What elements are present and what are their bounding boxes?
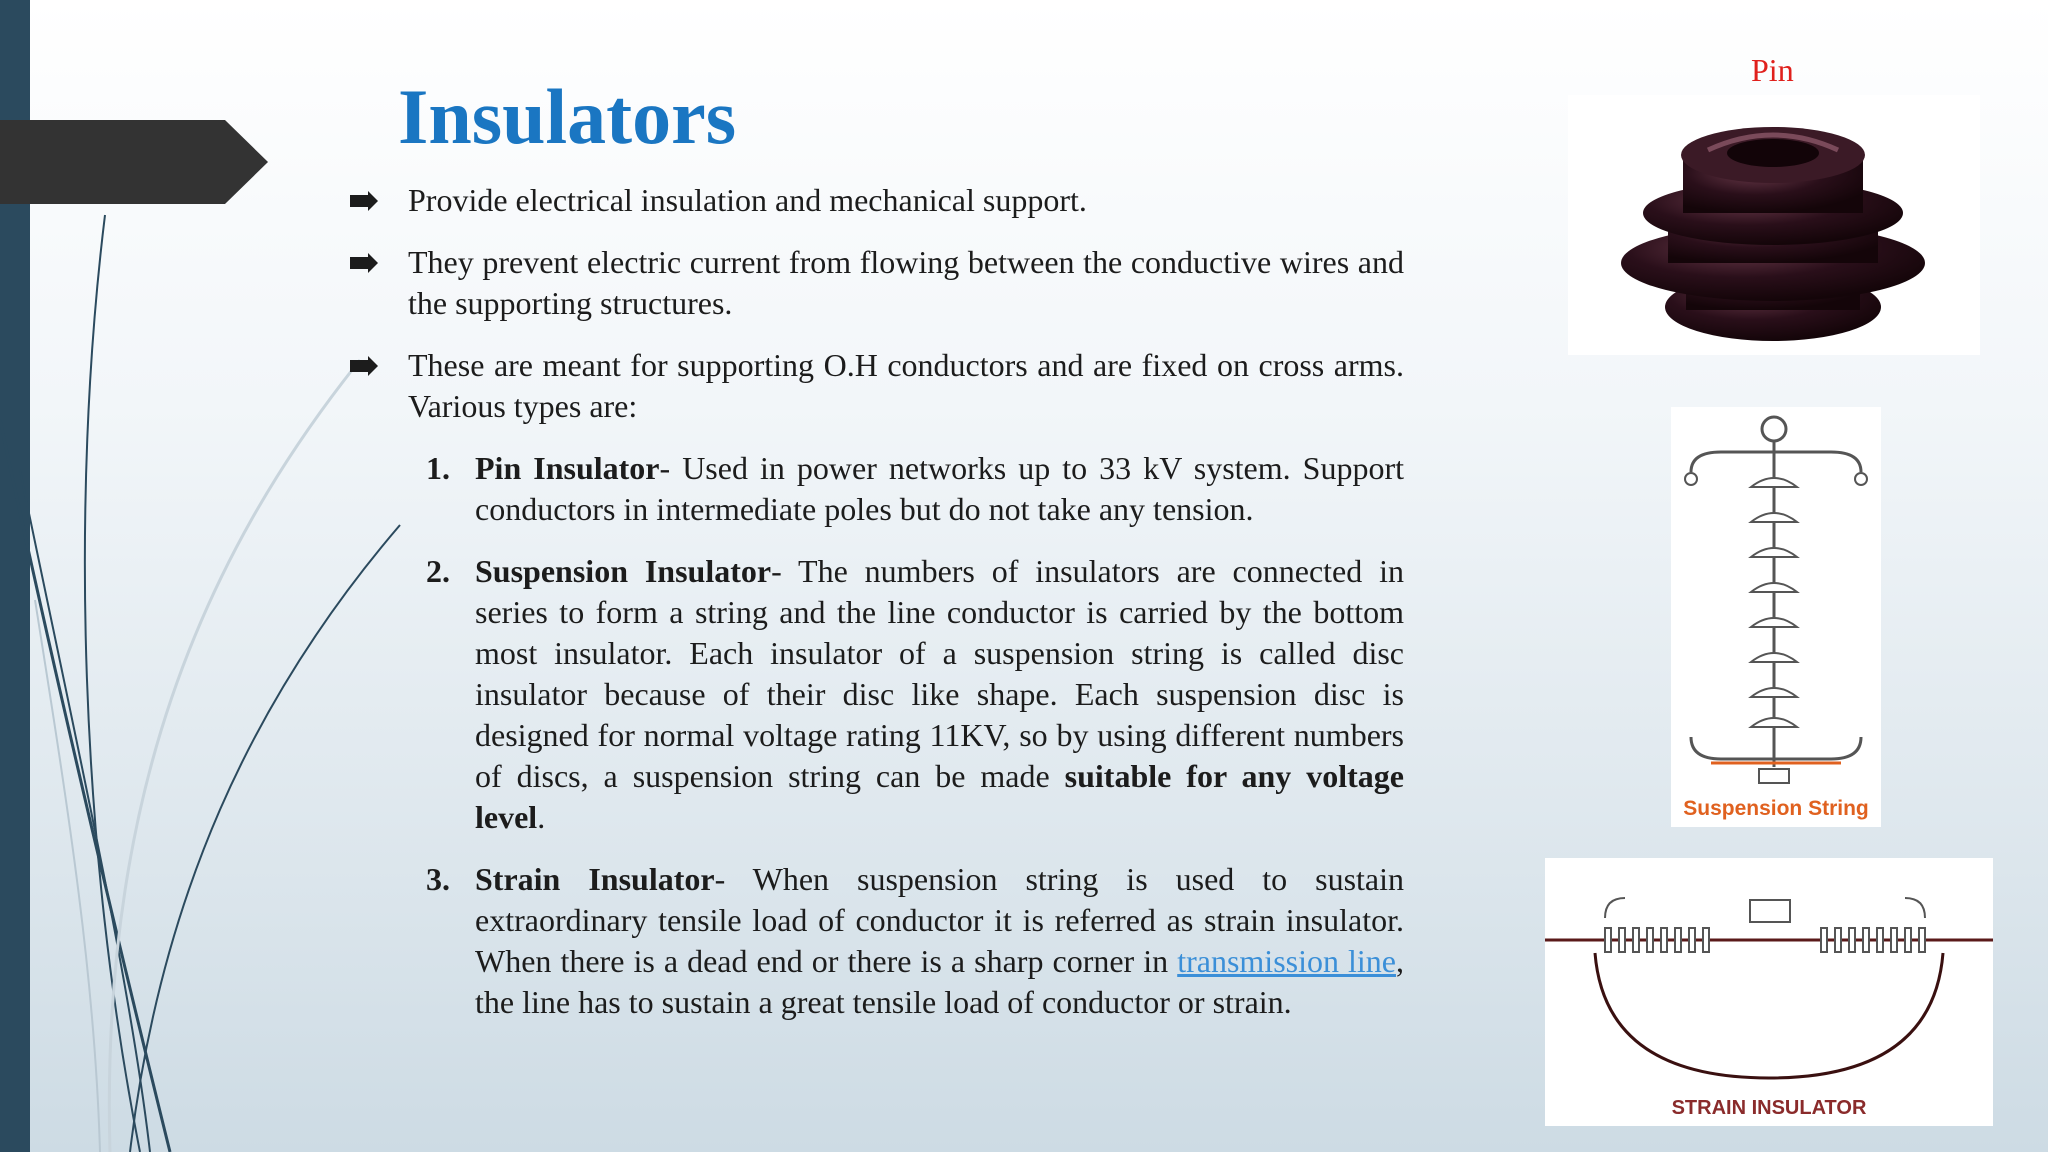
term-description: - When suspension string is used to sustain extraordinary tensile load of conductor it is referred as strain insulator. When there is a dead end or there is a sharp corner in: [475, 861, 1405, 979]
bullet-item: [350, 242, 1404, 324]
suspension-string-caption: Suspension String: [1683, 797, 1869, 820]
list-number: 3.: [426, 861, 450, 897]
bullet-text: They prevent electric current from flowing between the conductive wires and the supporting structures.: [408, 244, 1404, 321]
arrow-bullet-icon: [350, 356, 380, 376]
transmission-line-link[interactable]: transmission line: [1177, 943, 1397, 979]
term-name: Pin Insulator: [475, 450, 660, 486]
slide-body: [350, 180, 1404, 1044]
pin-image-label: Pin: [1751, 52, 1794, 88]
list-item-suspension-insulator: [350, 551, 1404, 838]
arrow-bullet-icon: [350, 191, 380, 211]
suspension-string-illustration: [1671, 407, 1881, 787]
pin-insulator-illustration: [1568, 95, 1980, 355]
term-name: Suspension Insulator: [475, 553, 772, 589]
list-number: 1.: [426, 450, 450, 486]
list-item-strain-insulator: [350, 859, 1404, 1023]
slide-title: Insulators: [398, 73, 737, 160]
bullet-item: [350, 345, 1404, 427]
emphasis-text: suitable for any voltage level: [475, 758, 1405, 835]
arrow-bullet-icon: [350, 253, 380, 273]
bullet-text: Provide electrical insulation and mechanical support.: [408, 182, 1087, 218]
suspension-string-image: [1671, 407, 1881, 827]
term-description: - Used in power networks up to 33 kV system. Support conductors in intermediate poles but do not take any tension.: [475, 450, 1405, 527]
strain-insulator-caption: STRAIN INSULATOR: [1671, 1097, 1867, 1119]
term-end: , the line has to sustain a great tensile load of conductor or strain.: [475, 943, 1405, 1020]
term-name: Strain Insulator: [475, 861, 715, 897]
strain-insulator-image: [1545, 858, 1993, 1126]
strain-insulator-illustration: [1545, 858, 1993, 1088]
list-number: 2.: [426, 553, 450, 589]
list-item-pin-insulator: [350, 448, 1404, 530]
bullet-item: [350, 180, 1404, 221]
title-tab-arrow: [0, 118, 270, 206]
term-description: - The numbers of insulators are connected in series to form a string and the line conductor is carried by the bottom most insulator. Each insulator of a suspension string is called disc insulator because of their disc like shape. Each suspension disc is designed for normal voltage rating 11KV, so by using different numbers of discs, a suspension string can be made: [475, 553, 1405, 794]
term-end: .: [537, 799, 546, 835]
pin-insulator-image: [1568, 95, 1980, 355]
bullet-text: These are meant for supporting O.H conductors and are fixed on cross arms. Various types are:: [408, 347, 1404, 424]
